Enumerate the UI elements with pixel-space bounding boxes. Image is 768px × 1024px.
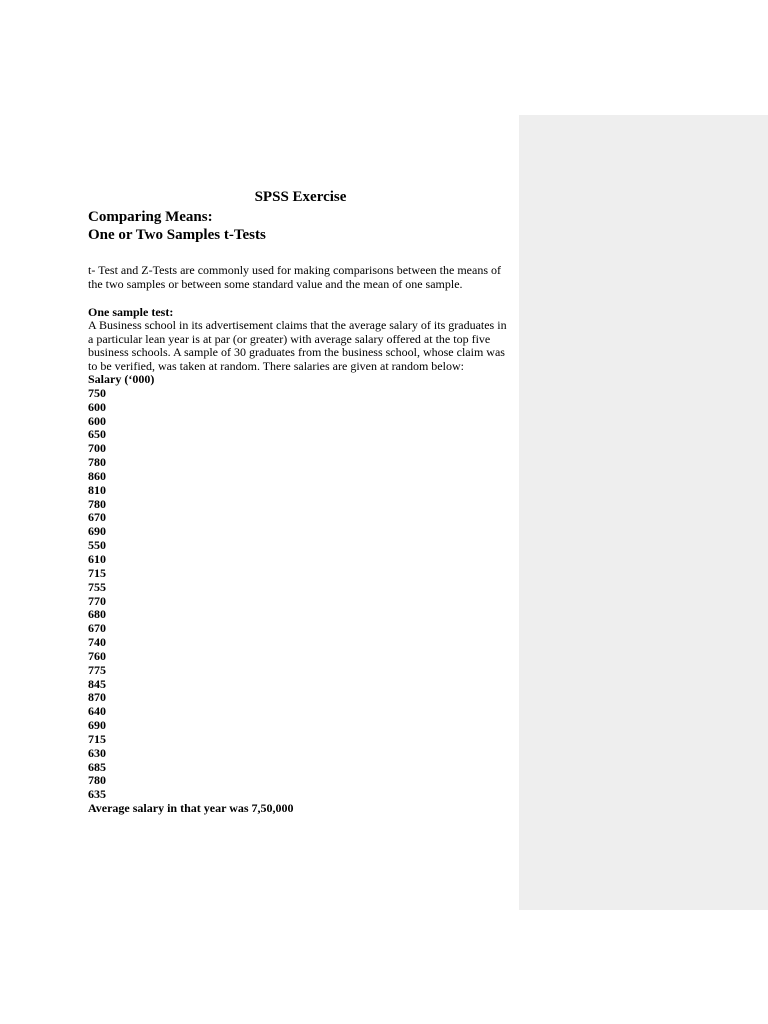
salary-value: 700 — [88, 441, 106, 456]
document-page — [88, 187, 513, 816]
salary-value: 845 — [88, 676, 106, 691]
salary-value: 600 — [88, 399, 106, 414]
salary-value: 715 — [88, 731, 106, 746]
average-salary-note: Average salary in that year was 7,50,000 — [88, 801, 294, 816]
salary-value: 775 — [88, 662, 106, 677]
salary-value: 635 — [88, 787, 106, 802]
salary-value: 550 — [88, 538, 106, 553]
salary-value: 650 — [88, 427, 106, 442]
salary-value: 685 — [88, 759, 106, 774]
salary-value: 780 — [88, 496, 106, 511]
intro-paragraph: t- Test and Z-Tests are commonly used for making comparisons between the means of the two samples or between some standard value and the mean of one sample. — [88, 263, 501, 291]
comment-pane — [519, 115, 768, 910]
salary-value: 760 — [88, 648, 106, 663]
salary-value: 670 — [88, 621, 106, 636]
salary-value: 810 — [88, 482, 106, 497]
subtitle-line-2: One or Two Samples t-Tests — [88, 227, 266, 243]
salary-column-header: Salary (‘000) — [88, 372, 155, 386]
salary-value: 600 — [88, 413, 106, 428]
salary-value: 870 — [88, 690, 106, 705]
salary-value: 610 — [88, 551, 106, 566]
section-heading: One sample test: — [88, 305, 174, 319]
salary-value: 670 — [88, 510, 106, 525]
salary-value: 690 — [88, 524, 106, 539]
salary-value: 780 — [88, 773, 106, 788]
salary-value: 630 — [88, 745, 106, 760]
salary-value: 755 — [88, 579, 106, 594]
salary-value: 740 — [88, 635, 106, 650]
salary-value: 780 — [88, 455, 106, 470]
subtitle-line-1: Comparing Means: — [88, 209, 213, 225]
salary-value: 770 — [88, 593, 106, 608]
salary-value: 690 — [88, 718, 106, 733]
salary-value: 680 — [88, 607, 106, 622]
salary-list — [88, 387, 513, 802]
salary-value: 750 — [88, 385, 106, 400]
document-title: SPSS Exercise — [254, 189, 347, 205]
salary-value: 715 — [88, 565, 106, 580]
salary-value: 640 — [88, 704, 106, 719]
salary-value: 860 — [88, 468, 106, 483]
section-paragraph: A Business school in its advertisement claims that the average salary of its graduates in a particular lean year is at par (or greater) with average salary offered at the top five business schools. A sample of 30 graduates from the business school, whose claim was to be verified, was taken at random. There salaries are given at random below: — [88, 318, 507, 373]
